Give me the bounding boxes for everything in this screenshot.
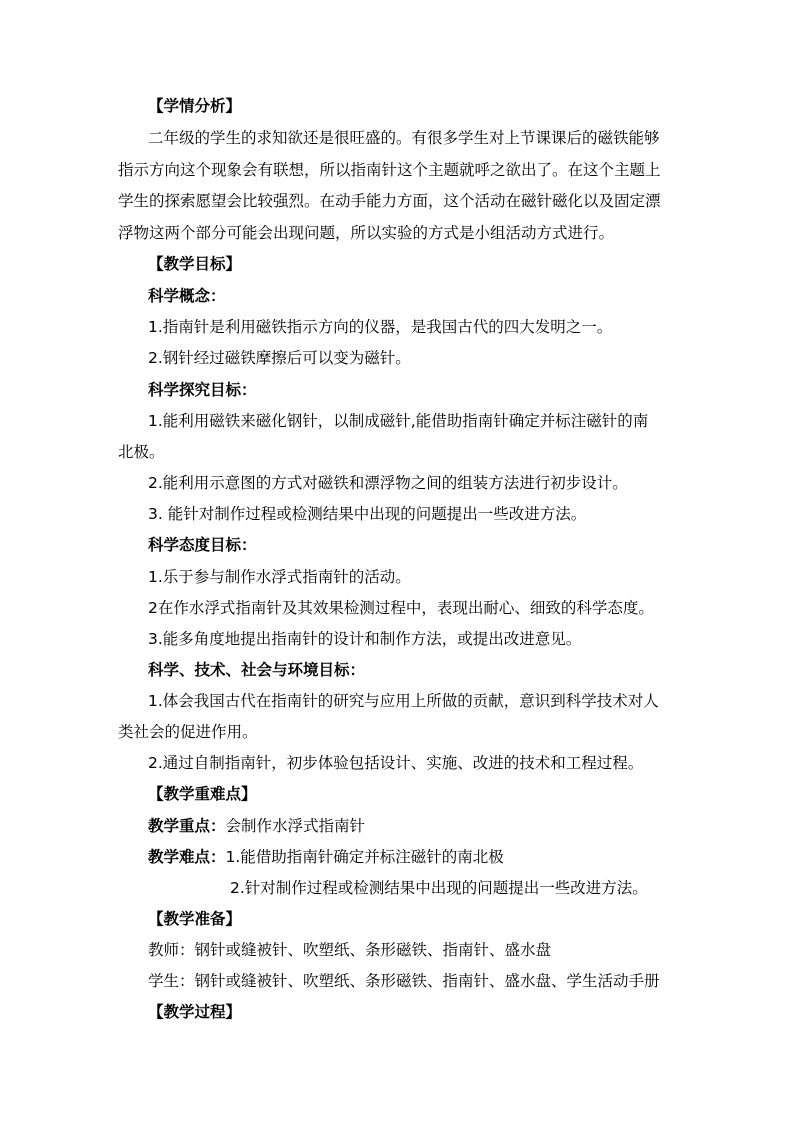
- teacher-materials: 教师：钢针或缝被针、吹塑纸、条形磁铁、指南针、盛水盘: [148, 941, 552, 959]
- list-item: 1.指南针是利用磁铁指示方向的仪器，是我国古代的四大发明之一。: [148, 318, 613, 336]
- list-item: 2.钢针经过磁铁摩擦后可以变为磁针。: [148, 349, 411, 367]
- subheading-science-concepts: 科学概念：: [148, 287, 226, 305]
- list-item: 1.体会我国古代在指南针的研究与应用上所做的贡献，意识到科学技术对人: [148, 692, 659, 710]
- paragraph-line: 指示方向这个现象会有联想，所以指南针这个主题就呼之欲出了。在这个主题上: [118, 161, 661, 179]
- heading-learning-analysis: 【学情分析】: [148, 97, 242, 115]
- difficult-point-line-2: 2.针对制作过程或检测结果中出现的问题提出一些改进方法。: [230, 879, 648, 897]
- list-item: 3. 能针对制作过程或检测结果中出现的问题提出一些改进方法。: [148, 505, 587, 523]
- difficult-point-text: 1.能借助指南针确定并标注磁针的南北极: [225, 848, 504, 866]
- list-item: 1.能利用磁铁来磁化钢针，以制成磁针,能借助指南针确定并标注磁针的南: [148, 412, 649, 430]
- student-materials: 学生：钢针或缝被针、吹塑纸、条形磁铁、指南针、盛水盘、学生活动手册: [148, 972, 660, 990]
- paragraph-line: 学生的探索愿望会比较强烈。在动手能力方面，这个活动在磁针磁化以及固定漂: [118, 192, 661, 210]
- heading-preparation: 【教学准备】: [148, 910, 242, 928]
- subheading-attitude-goals: 科学态度目标：: [148, 536, 257, 554]
- list-item: 类社会的促进作用。: [118, 723, 258, 741]
- subheading-inquiry-goals: 科学探究目标：: [148, 381, 257, 399]
- subheading-sts-goals: 科学、技术、社会与环境目标：: [148, 661, 366, 679]
- list-item: 2.能利用示意图的方式对磁铁和漂浮物之间的组装方法进行初步设计。: [148, 474, 628, 492]
- key-point-text: 会制作水浮式指南针: [225, 817, 366, 835]
- difficult-point-line: [148, 846, 504, 868]
- list-item: 2在作水浮式指南针及其效果检测过程中，表现出耐心、细致的科学态度。: [148, 599, 654, 617]
- list-item: 2.通过自制指南针，初步体验包括设计、实施、改进的技术和工程过程。: [148, 754, 644, 772]
- key-point-label: 教学重点：: [148, 817, 226, 835]
- list-item: 北极。: [118, 443, 165, 461]
- key-point-line: [148, 815, 365, 837]
- difficult-point-label: 教学难点：: [148, 848, 226, 866]
- paragraph-line: 浮物这两个部分可能会出现问题，所以实验的方式是小组活动方式进行。: [118, 224, 615, 242]
- list-item: 3.能多角度地提出指南针的设计和制作方法，或提出改进意见。: [148, 630, 582, 648]
- heading-teaching-goals: 【教学目标】: [148, 255, 242, 273]
- paragraph-line: 二年级的学生的求知欲还是很旺盛的。有很多学生对上节课课后的磁铁能够: [148, 129, 660, 147]
- heading-teaching-process: 【教学过程】: [148, 1003, 242, 1021]
- heading-key-difficult-points: 【教学重难点】: [148, 785, 257, 803]
- list-item: 1.乐于参与制作水浮式指南针的活动。: [148, 568, 411, 586]
